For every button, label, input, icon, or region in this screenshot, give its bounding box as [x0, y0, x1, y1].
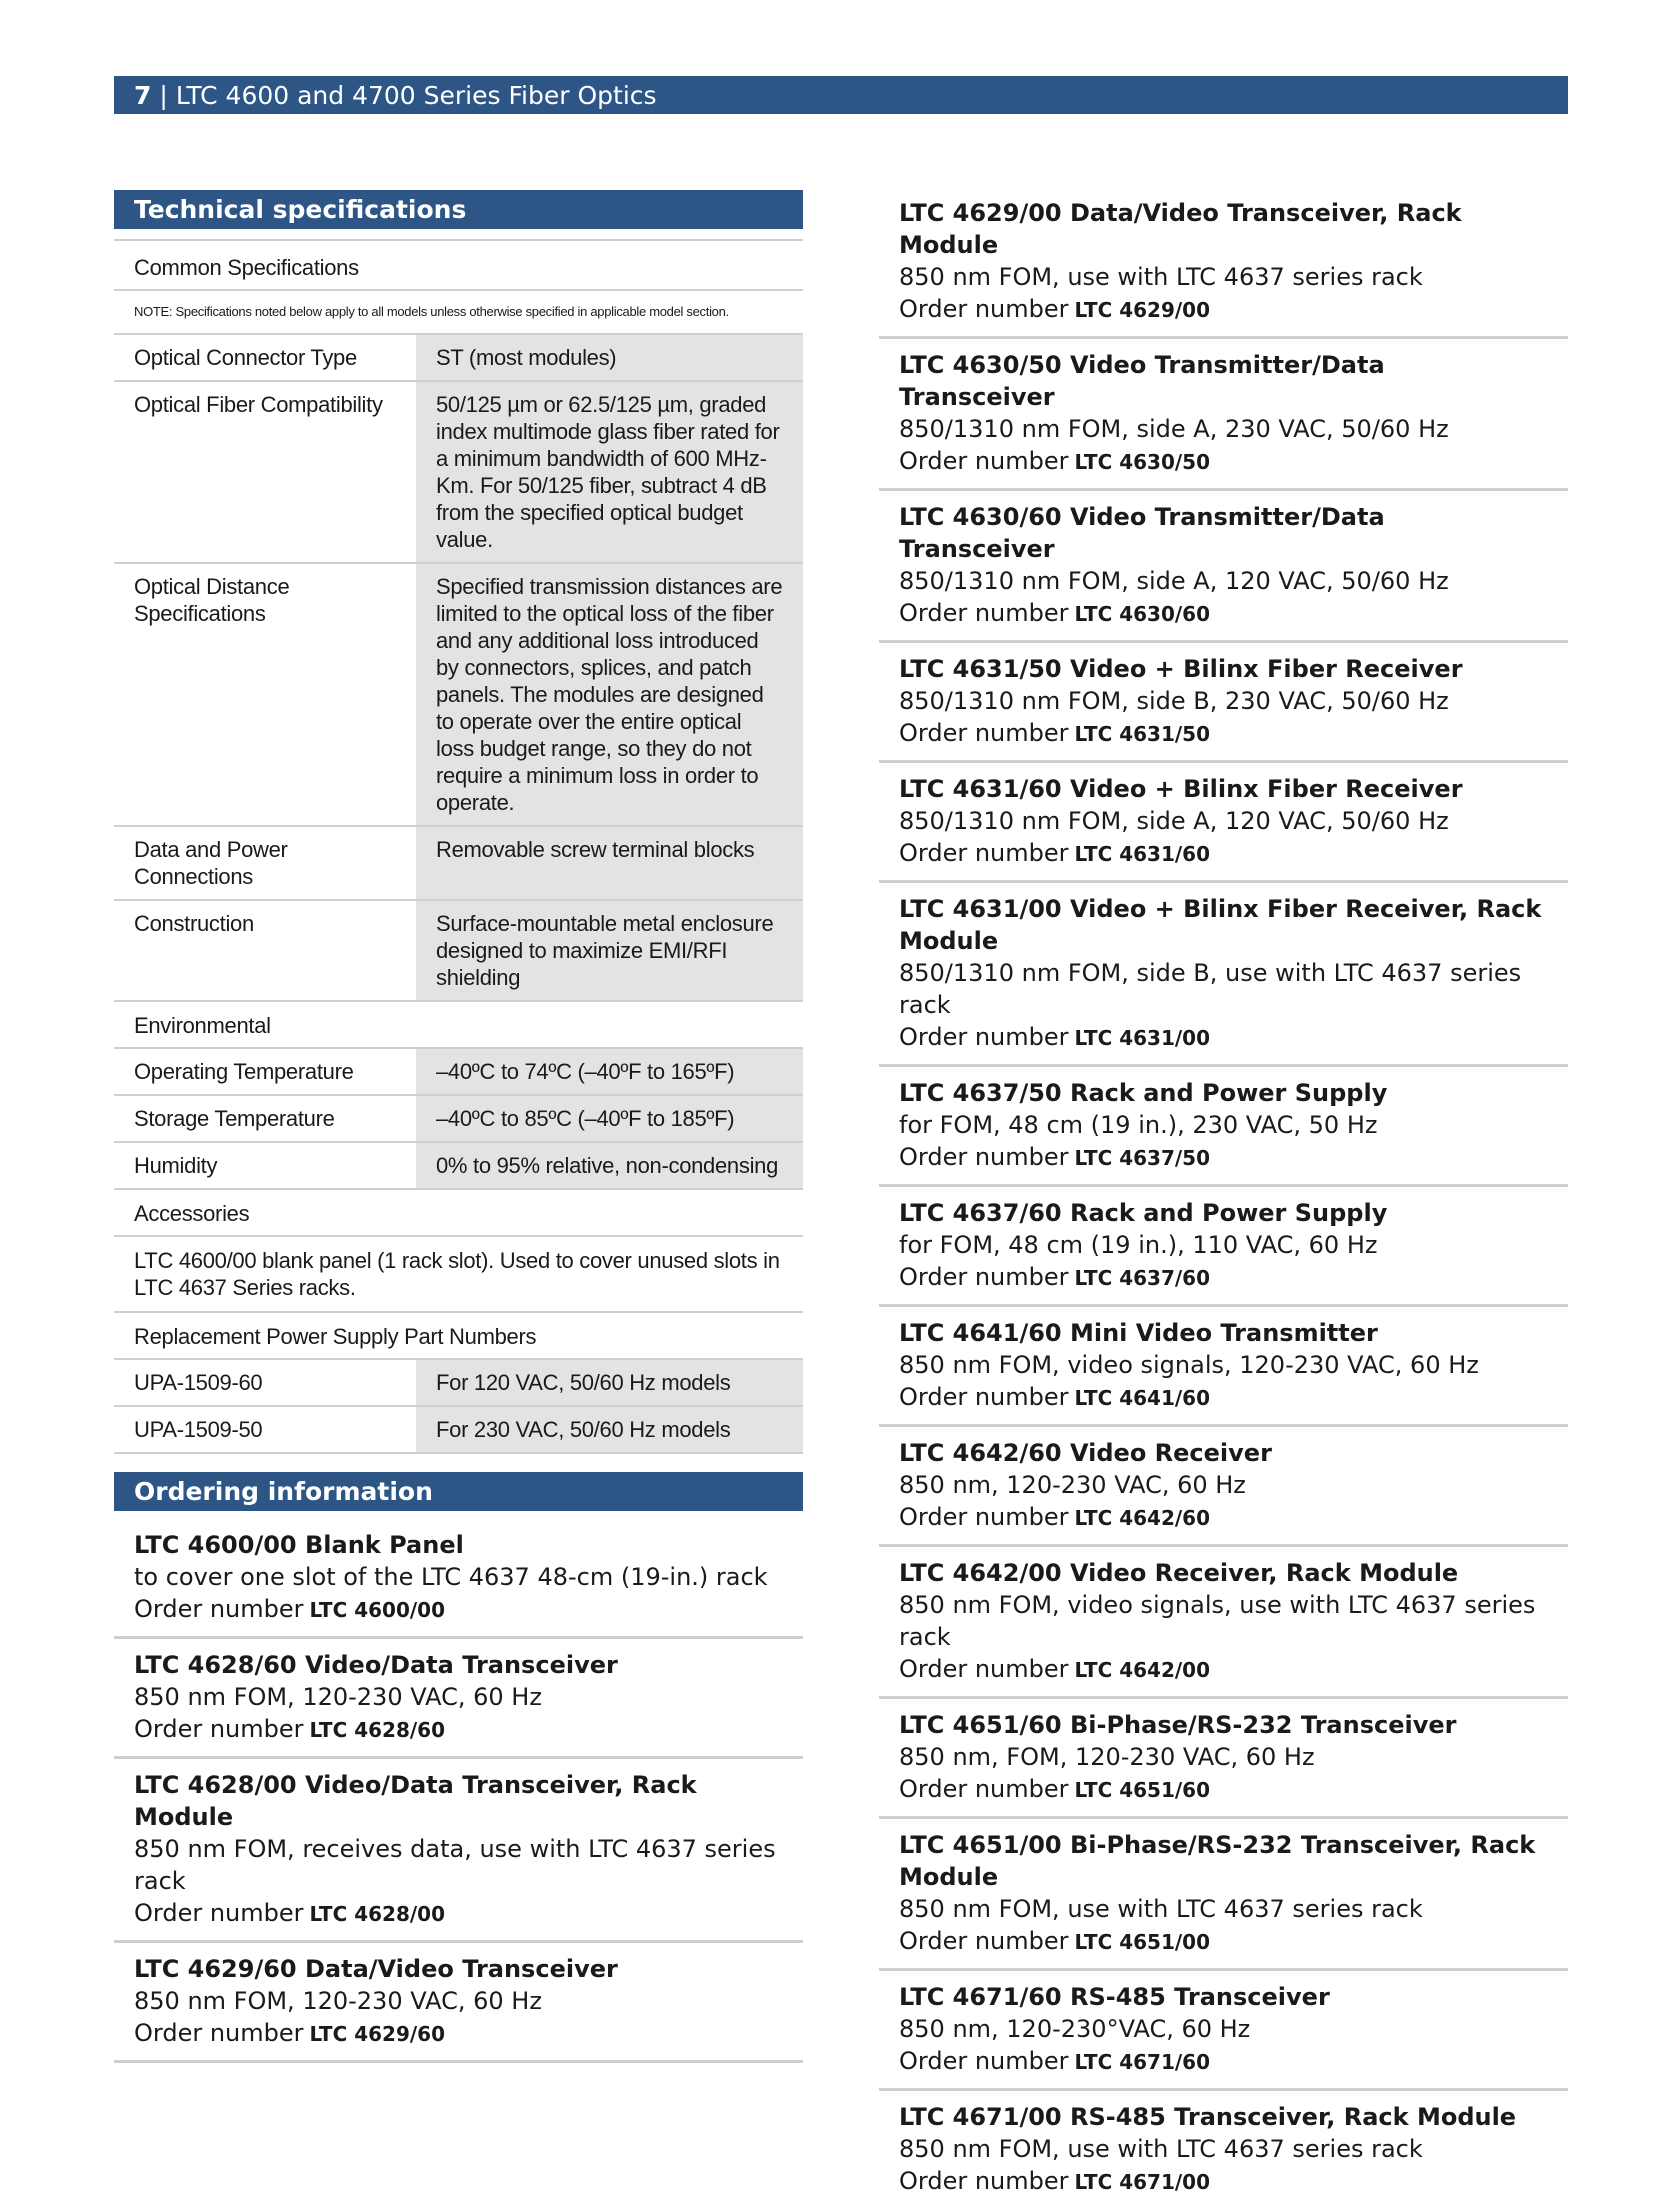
ordering-heading: Ordering information [114, 1472, 803, 1511]
spec-table [114, 239, 803, 1454]
order-item-title: LTC 4630/60 Video Transmitter/Data Transceiver [899, 503, 1385, 563]
order-item-title: LTC 4629/60 Data/Video Transceiver [134, 1955, 618, 1983]
spec-label: UPA-1509-50 [134, 1417, 263, 1442]
order-number-label: Order number [899, 1263, 1069, 1291]
order-item [879, 491, 1568, 643]
order-number-label: Order number [899, 2167, 1069, 2195]
order-item [879, 1187, 1568, 1307]
order-item [114, 1759, 803, 1943]
order-item [879, 883, 1568, 1067]
order-item [879, 1819, 1568, 1971]
order-item-title: LTC 4629/00 Data/Video Transceiver, Rack Module [899, 199, 1462, 259]
order-code: LTC 4631/60 [1074, 842, 1211, 866]
order-item [879, 1971, 1568, 2091]
spec-value: For 230 VAC, 50/60 Hz models [416, 1407, 803, 1452]
page-number: 7 [134, 80, 152, 110]
order-code: LTC 4671/60 [1074, 2050, 1211, 2074]
accessories-text: LTC 4600/00 blank panel (1 rack slot). Used to cover unused slots in LTC 4637 Series racks. [114, 1237, 803, 1313]
order-item-title: LTC 4628/60 Video/Data Transceiver [134, 1651, 618, 1679]
left-column [114, 190, 803, 2063]
spec-value: 0% to 95% relative, non-condensing [416, 1143, 803, 1188]
order-code: LTC 4629/60 [309, 2022, 446, 2046]
order-item-desc: 850 nm FOM, use with LTC 4637 series rack [899, 263, 1423, 291]
document-title: LTC 4600 and 4700 Series Fiber Optics [175, 80, 657, 110]
spec-label: Optical Connector Type [134, 345, 357, 370]
order-item-title: LTC 4631/50 Video + Bilinx Fiber Receiver [899, 655, 1463, 683]
spec-label: Operating Temperature [134, 1059, 354, 1084]
spec-label: Optical Distance Specifications [134, 574, 290, 626]
order-number-label: Order number [899, 447, 1069, 475]
order-code: LTC 4637/50 [1074, 1146, 1211, 1170]
order-item [114, 1519, 803, 1639]
spec-note: NOTE: Specifications noted below apply to all models unless otherwise specified in applicable model section. [114, 291, 803, 335]
order-number-label: Order number [899, 2047, 1069, 2075]
accessories-title: Accessories [114, 1190, 803, 1237]
order-number-label: Order number [899, 599, 1069, 627]
order-item-desc: 850/1310 nm FOM, side A, 120 VAC, 50/60 Hz [899, 807, 1449, 835]
order-code: LTC 4631/50 [1074, 722, 1211, 746]
tech-specs-heading: Technical specifications [114, 190, 803, 229]
order-item-desc: for FOM, 48 cm (19 in.), 230 VAC, 50 Hz [899, 1111, 1378, 1139]
order-number-label: Order number [899, 1023, 1069, 1051]
order-item [879, 339, 1568, 491]
spec-value: Specified transmission distances are limited to the optical loss of the fiber and any additional loss introduced by connectors, splices, and patch panels. The modules are designed to operate over the entire optical loss budget range, so they do not require a minimum loss in order to operate. [416, 564, 803, 825]
order-item-desc: 850/1310 nm FOM, side A, 230 VAC, 50/60 Hz [899, 415, 1449, 443]
spec-row [114, 901, 803, 1002]
order-number-label: Order number [899, 1655, 1069, 1683]
order-code: LTC 4630/60 [1074, 602, 1211, 626]
order-item-desc: 850 nm, FOM, 120-230 VAC, 60 Hz [899, 1743, 1315, 1771]
spec-value: 50/125 µm or 62.5/125 µm, graded index multimode glass fiber rated for a minimum bandwidth of 600 MHz-Km. For 50/125 fiber, subtract 4 dB from the specified optical budget value. [416, 382, 803, 562]
order-number-label: Order number [899, 1503, 1069, 1531]
order-item [879, 1067, 1568, 1187]
spec-label: UPA-1509-60 [134, 1370, 263, 1395]
order-item-desc: 850/1310 nm FOM, side B, use with LTC 4637 series rack [899, 959, 1522, 1019]
order-item [879, 643, 1568, 763]
order-list-right [879, 193, 1568, 2205]
order-item-title: LTC 4628/00 Video/Data Transceiver, Rack Module [134, 1771, 697, 1831]
order-code: LTC 4642/00 [1074, 1658, 1211, 1682]
order-item-desc: 850 nm FOM, receives data, use with LTC 4637 series rack [134, 1835, 776, 1895]
order-item-title: LTC 4630/50 Video Transmitter/Data Transceiver [899, 351, 1385, 411]
spec-value: ST (most modules) [416, 335, 803, 380]
order-code: LTC 4600/00 [309, 1598, 446, 1622]
order-code: LTC 4651/60 [1074, 1778, 1211, 1802]
order-code: LTC 4629/00 [1074, 298, 1211, 322]
order-code: LTC 4631/00 [1074, 1026, 1211, 1050]
order-code: LTC 4642/60 [1074, 1506, 1211, 1530]
spec-value: –40ºC to 85ºC (–40ºF to 185ºF) [416, 1096, 803, 1141]
order-item-desc: for FOM, 48 cm (19 in.), 110 VAC, 60 Hz [899, 1231, 1378, 1259]
spec-label: Data and Power Connections [134, 837, 288, 889]
order-item-title: LTC 4600/00 Blank Panel [134, 1531, 464, 1559]
order-item-title: LTC 4631/00 Video + Bilinx Fiber Receiver, Rack Module [899, 895, 1542, 955]
page-header [114, 76, 1568, 114]
order-code: LTC 4671/00 [1074, 2170, 1211, 2194]
spec-row [114, 382, 803, 564]
order-code: LTC 4637/60 [1074, 1266, 1211, 1290]
order-item-desc: 850 nm FOM, video signals, use with LTC 4637 series rack [899, 1591, 1536, 1651]
order-code: LTC 4651/00 [1074, 1930, 1211, 1954]
order-item-desc: 850 nm FOM, use with LTC 4637 series rack [899, 2135, 1423, 2163]
spec-row [114, 1360, 803, 1407]
order-item-desc: 850 nm FOM, 120-230 VAC, 60 Hz [134, 1683, 542, 1711]
spec-value: Removable screw terminal blocks [416, 827, 803, 899]
spec-row [114, 335, 803, 382]
spec-value: For 120 VAC, 50/60 Hz models [416, 1360, 803, 1405]
order-item [879, 763, 1568, 883]
spec-value: –40ºC to 74ºC (–40ºF to 165ºF) [416, 1049, 803, 1094]
order-item-title: LTC 4642/60 Video Receiver [899, 1439, 1272, 1467]
order-item-title: LTC 4637/50 Rack and Power Supply [899, 1079, 1388, 1107]
spec-row [114, 564, 803, 827]
header-separator: | [159, 80, 168, 110]
spec-value: Surface-mountable metal enclosure designed to maximize EMI/RFI shielding [416, 901, 803, 1000]
power-supply-title: Replacement Power Supply Part Numbers [114, 1313, 803, 1360]
order-item-title: LTC 4651/60 Bi-Phase/RS-232 Transceiver [899, 1711, 1457, 1739]
order-code: LTC 4641/60 [1074, 1386, 1211, 1410]
spec-label: Storage Temperature [134, 1106, 335, 1131]
order-number-label: Order number [134, 1595, 304, 1623]
order-item-title: LTC 4651/00 Bi-Phase/RS-232 Transceiver, Rack Module [899, 1831, 1536, 1891]
order-item-desc: 850/1310 nm FOM, side A, 120 VAC, 50/60 Hz [899, 567, 1449, 595]
spec-row [114, 1407, 803, 1454]
order-item-title: LTC 4671/00 RS-485 Transceiver, Rack Module [899, 2103, 1517, 2131]
order-item [114, 1943, 803, 2063]
order-code: LTC 4628/00 [309, 1902, 446, 1926]
order-number-label: Order number [899, 1143, 1069, 1171]
spec-row [114, 1049, 803, 1096]
order-item-desc: 850 nm FOM, video signals, 120-230 VAC, 60 Hz [899, 1351, 1479, 1379]
order-item-desc: 850 nm FOM, 120-230 VAC, 60 Hz [134, 1987, 542, 2015]
spec-label: Construction [134, 911, 254, 936]
order-number-label: Order number [899, 1383, 1069, 1411]
order-number-label: Order number [134, 1715, 304, 1743]
order-number-label: Order number [899, 1927, 1069, 1955]
order-number-label: Order number [134, 2019, 304, 2047]
order-number-label: Order number [899, 295, 1069, 323]
spec-row [114, 1143, 803, 1190]
order-item-desc: 850 nm, 120-230 VAC, 60 Hz [899, 1471, 1246, 1499]
spec-label: Humidity [134, 1153, 218, 1178]
order-item-desc: to cover one slot of the LTC 4637 48-cm (19-in.) rack [134, 1563, 768, 1591]
order-item-title: LTC 4671/60 RS-485 Transceiver [899, 1983, 1330, 2011]
order-item [879, 1427, 1568, 1547]
order-item-desc: 850 nm FOM, use with LTC 4637 series rack [899, 1895, 1423, 1923]
spec-row [114, 1096, 803, 1143]
order-number-label: Order number [899, 719, 1069, 747]
order-item-title: LTC 4631/60 Video + Bilinx Fiber Receiver [899, 775, 1463, 803]
spec-row [114, 827, 803, 901]
order-item-desc: 850/1310 nm FOM, side B, 230 VAC, 50/60 Hz [899, 687, 1449, 715]
common-specs-title: Common Specifications [114, 239, 803, 291]
order-number-label: Order number [899, 839, 1069, 867]
order-code: LTC 4630/50 [1074, 450, 1211, 474]
order-number-label: Order number [134, 1899, 304, 1927]
order-item-title: LTC 4642/00 Video Receiver, Rack Module [899, 1559, 1459, 1587]
order-item [879, 2091, 1568, 2205]
order-list-left [114, 1519, 803, 2063]
order-item-title: LTC 4641/60 Mini Video Transmitter [899, 1319, 1378, 1347]
spec-label: Optical Fiber Compatibility [134, 392, 383, 417]
order-item [879, 193, 1568, 339]
order-item [879, 1307, 1568, 1427]
order-number-label: Order number [899, 1775, 1069, 1803]
order-code: LTC 4628/60 [309, 1718, 446, 1742]
order-item [879, 1547, 1568, 1699]
order-item [879, 1699, 1568, 1819]
environmental-title: Environmental [114, 1002, 803, 1049]
order-item-title: LTC 4637/60 Rack and Power Supply [899, 1199, 1388, 1227]
order-item [114, 1639, 803, 1759]
order-item-desc: 850 nm, 120-230°VAC, 60 Hz [899, 2015, 1251, 2043]
